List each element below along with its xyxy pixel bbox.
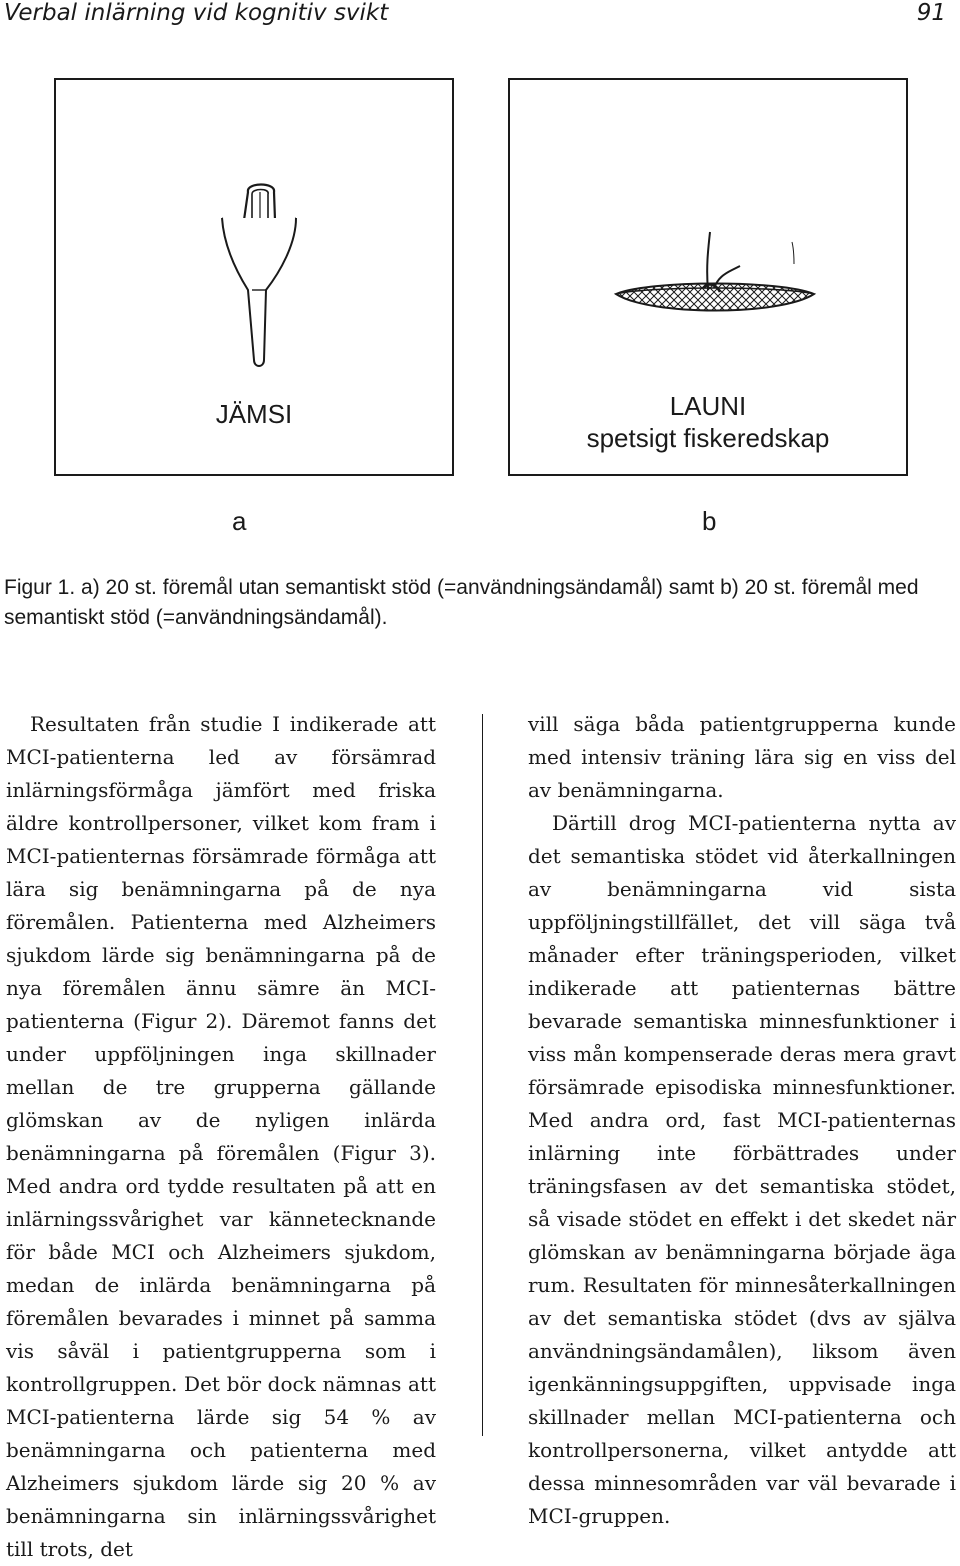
figure-caption: Figur 1. a) 20 st. föremål utan semantiskt stöd (=användningsändamål) samt b) 20 st. föremål med semantiskt stöd (=användningsändamål). [4,576,919,629]
figure-panel-b [508,78,908,476]
panel-letter-a: a [232,506,247,536]
body-paragraph: vill säga båda patientgrupperna kunde med intensiv träning lära sig en viss del av benämningarna. [528,712,956,802]
figure-b-caption [510,390,906,454]
figure-b-sublabel: spetsigt fiskeredskap [586,423,830,453]
body-paragraph: Resultaten från studie I indikerade att MCI-patienterna led av försämrad inlärningsförmåga jämfört med friska äldre kontrollpersoner, vilket kom fram i MCI-patienternas försämrade förmåga att lära sig benämningarna på de nya föremålen. Patienterna med Alzheimers sjukdom lärde sig benämningarna på de nya föremålen ännu sämre än MCI-patienterna (Figur 2). Däremot fanns det under uppföljningen inga skillnader mellan de tre grupperna gällande glömskan av de nyligen inlärda benämningarna på föremålen (Figur 3). Med andra ord tydde resultaten på att en inlärningssvårighet var kännetecknande för både MCI och Alzheimers sjukdom, medan de inlärda benämningarna på föremålen bevarades i minnet på samma vis såväl i patientgrupperna som i kontrollgruppen. Det bör dock nämnas att MCI-patienterna lärde sig 54 % av benämningarna och patienterna med Alzheimers sjukdom lärde sig 20 % av benämningarna sin inlärningssvårighet till trots, det [6,712,436,1561]
body-paragraph: Därtill drog MCI-patienterna nytta av det semantiska stödet vid återkallningen av benämningarna vid sista uppföljningstillfället, det vill säga två månader efter träningsperioden, vilket indikerade att patienternas bättre bevarade semantiska minnesfunktioner i viss mån kompenserade deras mera gravt försämrade episodiska minnesfunktioner. Med andra ord, fast MCI-patienternas inlärning inte förbättrades under träningsfasen av det semantiska stödet, så visade stödet en effekt i det skedet när glömskan av benämningarna började äga rum. Resultaten för minnesåterkallningen av det semantiska stödet (dvs av själva användningsändamålen), liksom även igenkänningsuppgiften, uppvisade inga skillnader mellan MCI-patienterna och kontrollpersonerna, vilket antydde att dessa minnesområden var väl bevarade i MCI-gruppen. [528,811,956,1528]
figure-a-label: JÄMSI [215,399,293,429]
page-number: 91 [916,0,946,26]
figure-a-caption [56,398,452,430]
jamsi-object-illustration [206,178,316,378]
body-column-left [6,708,436,1566]
launi-fishing-tool-illustration [610,228,820,340]
running-title: Verbal inlärning vid kognitiv svikt [4,0,389,26]
panel-letter-b: b [702,506,717,536]
figure-panel-a [54,78,454,476]
figure-b-label: LAUNI [669,391,747,421]
page-header [0,0,960,30]
column-divider [482,714,483,1436]
body-column-right [528,708,956,1533]
